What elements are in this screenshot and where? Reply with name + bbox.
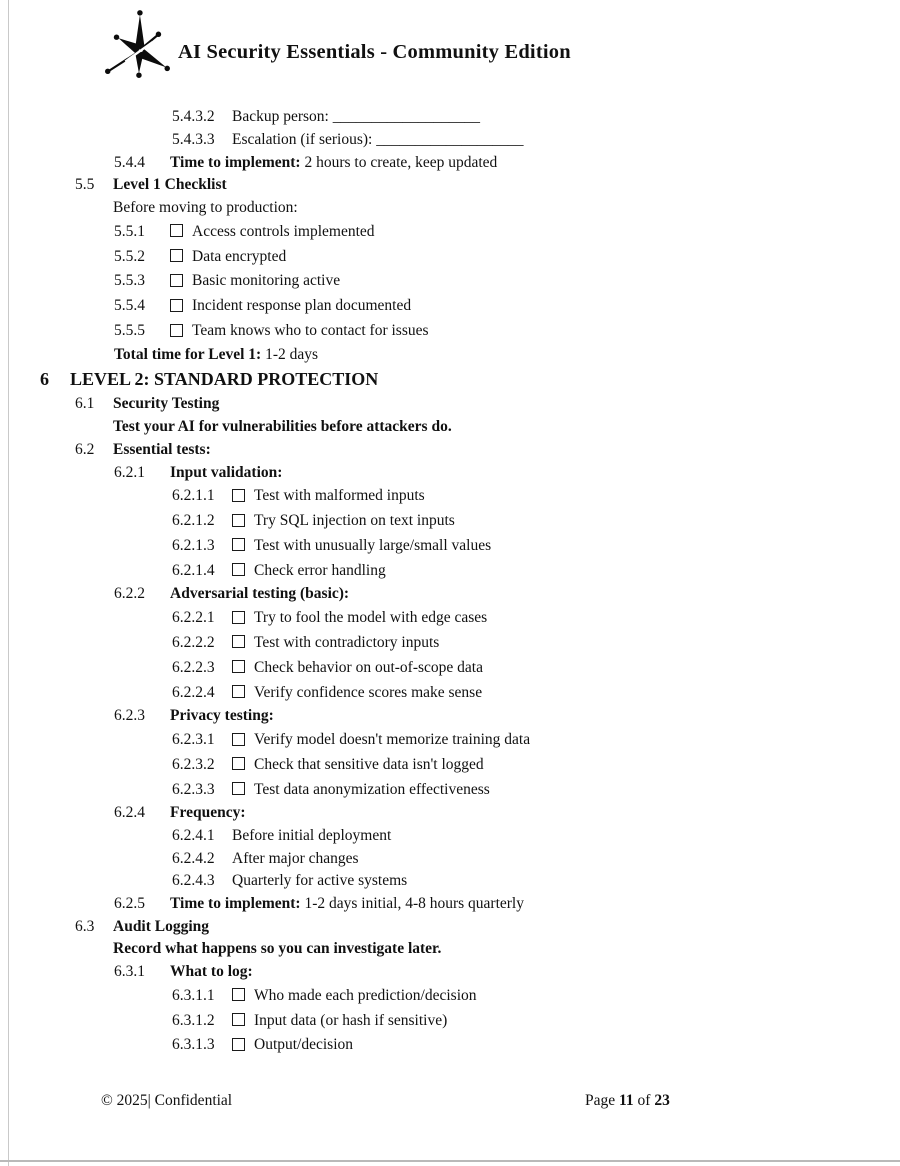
item-text: Backup person: ___________________ [232,108,480,126]
outline-row [172,984,900,1009]
item-text: 1-2 days initial, 4-8 hours quarterly [300,895,524,913]
item-number: 5.5.3 [114,272,145,290]
item-number: 6.2.1.2 [172,512,215,530]
item-text: Test with contradictory inputs [254,633,440,651]
checkbox-icon [232,538,245,551]
item-text: Before moving to production: [113,199,298,217]
item-bold-text: Privacy testing: [170,707,274,725]
item-text: Try SQL injection on text inputs [254,512,455,530]
outline-row [172,752,900,777]
outline-row [114,893,900,916]
item-bold-text: Frequency: [170,804,246,822]
item-number: 6.2 [75,440,95,458]
outline-row [172,655,900,680]
item-text: Check that sensitive data isn't logged [254,755,484,773]
item-text: Access controls implemented [192,222,375,240]
outline-row [172,728,900,753]
item-number: 6.2.3 [114,707,145,725]
item-bold-text: Test your AI for vulnerabilities before attackers do. [113,418,452,436]
item-bold-text: Input validation: [170,463,283,481]
item-number: 6.3 [75,917,95,935]
checkbox-icon [232,660,245,673]
outline-row [113,938,900,961]
item-number: 6.2.2.2 [172,633,215,651]
item-bold-text: Record what happens so you can investigate later. [113,940,442,958]
copyright-text: © 2025| Confidential [101,1092,233,1109]
outline-row [114,244,900,269]
item-bold-text: Essential tests: [113,440,211,458]
outline-row [172,129,900,152]
item-text: Incident response plan documented [192,297,412,315]
item-number: 6.2.3.2 [172,755,215,773]
outline-row [75,393,900,416]
item-text: Test with unusually large/small values [254,536,492,554]
checkbox-icon [170,249,183,262]
item-text: Try to fool the model with edge cases [254,609,488,627]
checkbox-icon [232,733,245,746]
outline-row [113,197,900,220]
outline-row [114,705,900,728]
item-text: Check error handling [254,561,386,579]
item-number: 5.5.5 [114,322,145,340]
item-bold-text: Time to implement: [170,895,301,913]
item-text: Team knows who to contact for issues [192,322,429,340]
page-header [98,6,571,84]
outline-row [114,294,900,319]
item-number: 6.3.1.3 [172,1036,215,1054]
item-number: 5.5.1 [114,222,145,240]
item-bold-text: Time to implement: [170,153,301,171]
item-number: 6.2.1.1 [172,487,215,505]
item-number: 6.2.1.4 [172,561,215,579]
outline-row [172,606,900,631]
outline-row [114,269,900,294]
item-text: Data encrypted [192,247,287,265]
checkbox-icon [232,611,245,624]
item-bold-text: What to log: [170,963,253,981]
item-number: 5.5 [75,176,95,194]
item-text: Test with malformed inputs [254,487,425,505]
outline-row [172,1008,900,1033]
outline-row [114,319,900,344]
item-text: Test data anonymization effectiveness [254,780,490,798]
item-text: 2 hours to create, keep updated [300,153,498,171]
item-text: Basic monitoring active [192,272,341,290]
item-number: 6.2.4 [114,804,145,822]
item-number: 6.1 [75,395,95,413]
item-bold-text: LEVEL 2: STANDARD PROTECTION [70,369,379,390]
item-number: 6 [40,369,49,390]
item-bold-text: Adversarial testing (basic): [170,585,350,603]
outline-row [113,416,900,439]
item-number: 5.5.4 [114,297,145,315]
checkbox-icon [232,782,245,795]
item-number: 5.4.3.3 [172,131,215,149]
outline-row [114,461,900,484]
outline-row [172,558,900,583]
item-number: 6.2.3.1 [172,731,215,748]
item-number: 5.5.2 [114,247,145,265]
item-text: After major changes [232,849,359,867]
page-bottom-edge [0,1160,900,1162]
outline-row [114,219,900,244]
outline-row [114,961,900,984]
outline-row [172,533,900,558]
checkbox-icon [232,757,245,770]
outline-row [172,484,900,509]
outline-row [172,680,900,705]
item-number: 6.2.1 [114,463,145,481]
item-number: 6.2.1.3 [172,536,215,554]
outline-content [0,106,900,1058]
checkbox-icon [232,1013,245,1026]
outline-row [172,847,900,870]
checkbox-icon [170,274,183,287]
item-number: 6.2.4.3 [172,872,215,890]
item-number: 6.2.2.3 [172,658,215,676]
checkbox-icon [170,224,183,237]
item-number: 6.2.2.4 [172,683,215,701]
page-number: 11 [619,1092,634,1109]
page-label: Page [585,1092,616,1109]
outline-row [172,777,900,802]
outline-row [75,174,900,197]
star-logo-icon [98,6,176,84]
outline-row [172,825,900,848]
item-number: 6.3.1.2 [172,1011,215,1029]
checkbox-icon [232,514,245,527]
outline-row [114,583,900,606]
item-text: Input data (or hash if sensitive) [254,1011,448,1029]
item-number: 6.3.1 [114,963,145,981]
outline-row [172,631,900,656]
item-text: Verify confidence scores make sense [254,683,483,701]
section-heading-row [40,366,900,393]
item-bold-text: Security Testing [113,395,220,413]
item-text: Quarterly for active systems [232,872,408,890]
item-number: 6.3.1.1 [172,986,215,1004]
outline-row [172,509,900,534]
checkbox-icon [232,1038,245,1051]
item-text: Before initial deployment [232,827,392,845]
page-total: 23 [654,1092,670,1109]
item-bold-text: Audit Logging [113,917,210,935]
outline-row [114,343,900,366]
checkbox-icon [232,489,245,502]
outline-row [172,106,900,129]
of-label: of [637,1092,651,1109]
item-number: 6.2.3.3 [172,780,215,798]
checkbox-icon [232,563,245,576]
item-number: 6.2.2.1 [172,609,215,627]
item-number: 6.2.2 [114,585,145,603]
outline-row [114,802,900,825]
checkbox-icon [232,685,245,698]
item-bold-text: Level 1 Checklist [113,176,227,194]
item-text: 1-2 days [261,345,319,363]
checkbox-icon [232,988,245,1001]
item-text: Who made each prediction/decision [254,986,477,1004]
outline-row [75,438,900,461]
item-text: Output/decision [254,1036,354,1054]
item-text: Verify model doesn't memorize training data [254,731,531,748]
item-number: 5.4.4 [114,153,145,171]
item-text: Check behavior on out-of-scope data [254,658,483,676]
outline-row [114,151,900,174]
item-number: 5.4.3.2 [172,108,215,126]
page-number-text [585,1092,670,1110]
document-title: AI Security Essentials - Community Edition [178,40,571,63]
item-number: 6.2.4.1 [172,827,215,845]
outline-row [172,1033,900,1058]
outline-row [75,915,900,938]
checkbox-icon [232,635,245,648]
item-bold-text: Total time for Level 1: [114,345,262,363]
item-number: 6.2.5 [114,895,145,913]
item-text: Escalation (if serious): ___________________ [232,131,524,149]
checkbox-icon [170,299,183,312]
checkbox-icon [170,324,183,337]
outline-row [172,870,900,893]
item-number: 6.2.4.2 [172,849,215,867]
